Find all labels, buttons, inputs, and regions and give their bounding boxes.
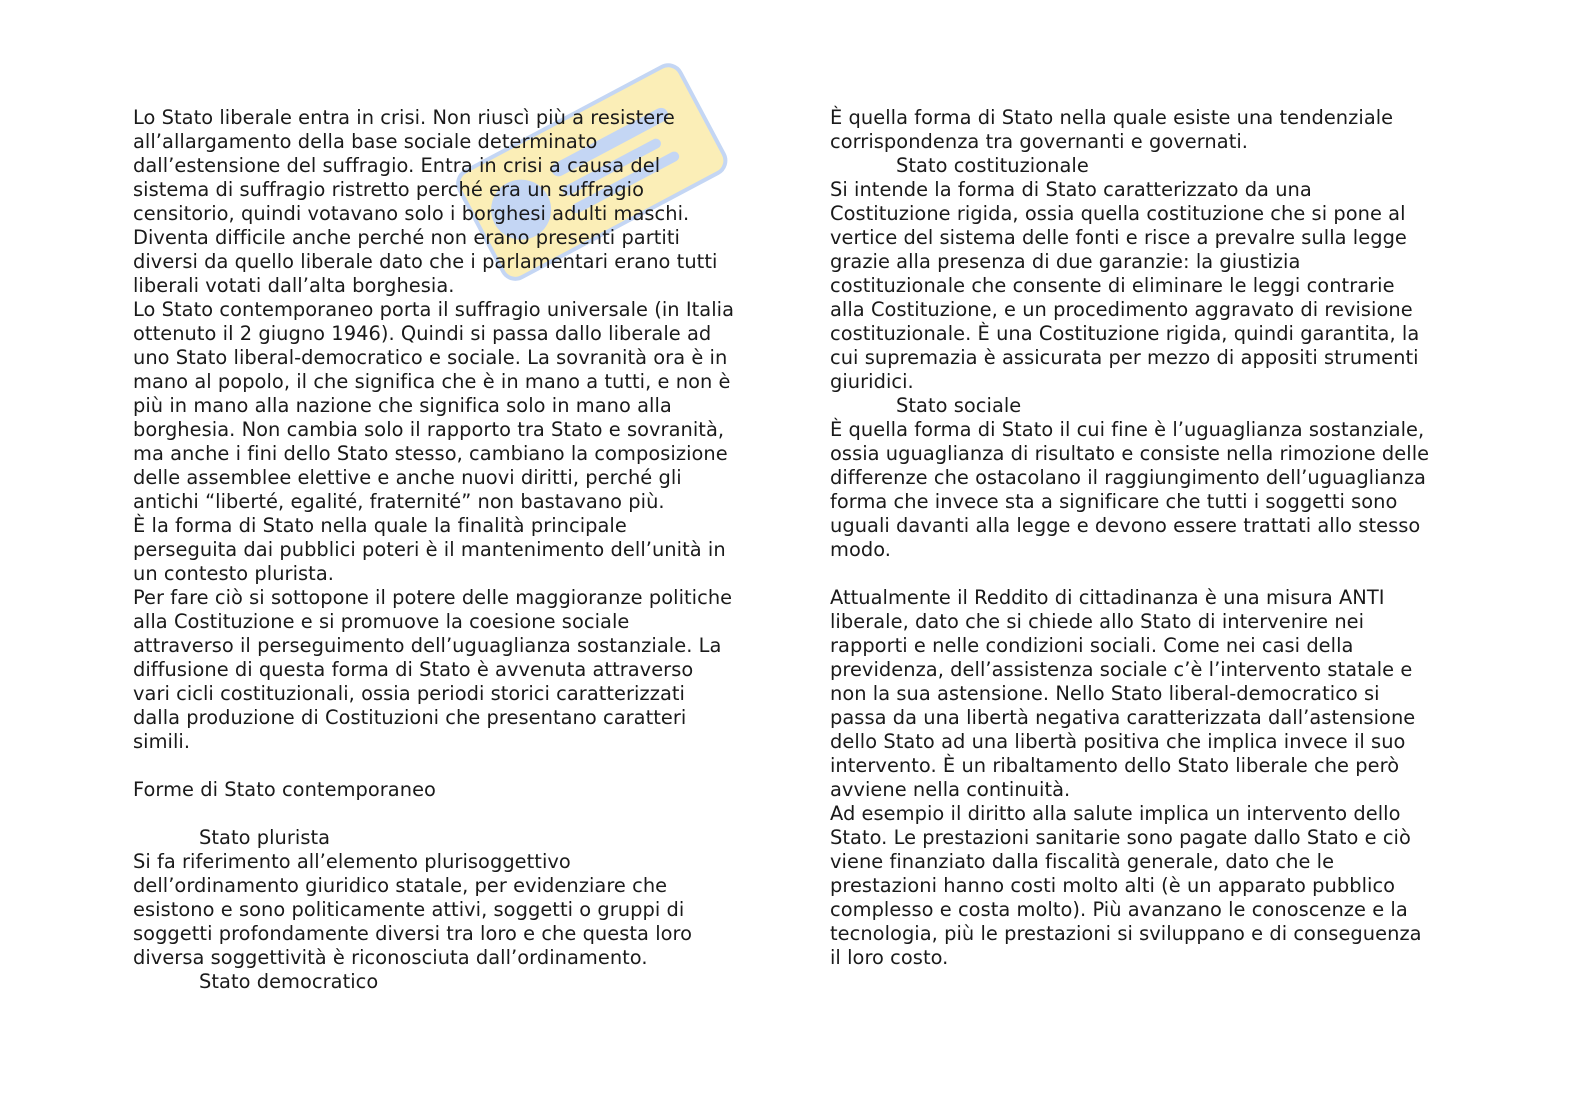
text-line: liberale, dato che si chiede allo Stato di intervenire nei <box>830 610 1365 633</box>
text-line: Costituzione rigida, ossia quella costituzione che si pone al <box>830 202 1406 225</box>
text-line: all’allargamento della base sociale determinato <box>133 130 598 153</box>
text-line: liberali votati dall’alta borghesia. <box>133 274 455 297</box>
text-line: soggetti profondamente diversi tra loro e che questa loro <box>133 922 693 945</box>
text-line: ossia uguaglianza di risultato e consiste nella rimozione delle <box>830 442 1430 465</box>
text-line: Per fare ciò si sottopone il potere delle maggioranze politiche <box>133 586 733 609</box>
text-line: complesso e costa molto). Più avanzano le conoscenze e la <box>830 898 1408 921</box>
text-line: dalla produzione di Costituzioni che presentano caratteri <box>133 706 687 729</box>
text-line: uno Stato liberal-democratico e sociale. La sovranità ora è in <box>133 346 728 369</box>
text-line: dello Stato ad una libertà positiva che implica invece il suo <box>830 730 1406 753</box>
text-line: previdenza, dell’assistenza sociale c’è l’intervento statale e <box>830 658 1413 681</box>
text-line: ottenuto il 2 giugno 1946). Quindi si passa dallo liberale ad <box>133 322 712 345</box>
text-line: non la sua astensione. Nello Stato liberal-democratico si <box>830 682 1380 705</box>
text-line: uguali davanti alla legge e devono essere trattati allo stesso <box>830 514 1421 537</box>
text-line: È quella forma di Stato il cui fine è l’uguaglianza sostanziale, <box>830 418 1425 441</box>
text-line: sistema di suffragio ristretto perché era un suffragio <box>133 178 644 201</box>
text-line: alla Costituzione e si promuove la coesione sociale <box>133 610 630 633</box>
text-line: tecnologia, più le prestazioni si sviluppano e di conseguenza <box>830 922 1422 945</box>
text-line: Lo Stato contemporaneo porta il suffragio universale (in Italia <box>133 298 735 321</box>
text-line: costituzionale. È una Costituzione rigida, quindi garantita, la <box>830 322 1420 345</box>
text-line: forma che invece sta a significare che tutti i soggetti sono <box>830 490 1398 513</box>
section-heading: Stato costituzionale <box>896 154 1089 177</box>
text-line: ma anche i fini dello Stato stesso, cambiano la composizione <box>133 442 728 465</box>
text-line: prestazioni hanno costi molto alti (è un apparato pubblico <box>830 874 1396 897</box>
blank-line <box>133 754 773 778</box>
text-line: diffusione di questa forma di Stato è avvenuta attraverso <box>133 658 694 681</box>
text-line: grazie alla presenza di due garanzie: la giustizia <box>830 250 1301 273</box>
text-line: Stato. Le prestazioni sanitarie sono pagate dallo Stato e ciò <box>830 826 1411 849</box>
text-line: Ad esempio il diritto alla salute implica un intervento dello <box>830 802 1401 825</box>
text-line: un contesto plurista. <box>133 562 334 585</box>
text-line: vari cicli costituzionali, ossia periodi storici caratterizzati <box>133 682 685 705</box>
blank-line <box>133 802 773 826</box>
text-line: perseguita dai pubblici poteri è il mantenimento dell’unità in <box>133 538 726 561</box>
left-column <box>133 106 773 994</box>
blank-line <box>830 562 1470 586</box>
text-line: È quella forma di Stato nella quale esiste una tendenziale <box>830 106 1394 129</box>
text-line: avviene nella continuità. <box>830 778 1071 801</box>
text-line: Lo Stato liberale entra in crisi. Non riuscì più a resistere <box>133 106 675 129</box>
text-line: attraverso il perseguimento dell’uguaglianza sostanziale. La <box>133 634 722 657</box>
text-line: vertice del sistema delle fonti e risce a prevalre sulla legge <box>830 226 1407 249</box>
text-line: esistono e sono politicamente attivi, soggetti o gruppi di <box>133 898 685 921</box>
text-line: Si intende la forma di Stato caratterizzato da una <box>830 178 1312 201</box>
text-line: il loro costo. <box>830 946 949 969</box>
text-line: diversa soggettività è riconosciuta dall’ordinamento. <box>133 946 648 969</box>
section-heading: Stato democratico <box>199 970 379 993</box>
text-line: differenze che ostacolano il raggiungimento dell’uguaglianza <box>830 466 1426 489</box>
text-line: Forme di Stato contemporaneo <box>133 778 436 801</box>
text-line: viene finanziato dalla fiscalità generale, dato che le <box>830 850 1335 873</box>
text-line: alla Costituzione, e un procedimento aggravato di revisione <box>830 298 1413 321</box>
text-line: Diventa difficile anche perché non erano presenti partiti <box>133 226 680 249</box>
text-line: passa da una libertà negativa caratterizzata dall’astensione <box>830 706 1416 729</box>
text-line: È la forma di Stato nella quale la finalità principale <box>133 514 627 537</box>
right-column <box>830 106 1470 970</box>
text-line: dall’estensione del suffragio. Entra in crisi a causa del <box>133 154 661 177</box>
text-line: più in mano alla nazione che significa solo in mano alla <box>133 394 672 417</box>
text-line: corrispondenza tra governanti e governati. <box>830 130 1249 153</box>
text-line: modo. <box>830 538 891 561</box>
text-line: giuridici. <box>830 370 914 393</box>
text-line: Attualmente il Reddito di cittadinanza è una misura ANTI <box>830 586 1385 609</box>
text-line: simili. <box>133 730 191 753</box>
text-line: censitorio, quindi votavano solo i borghesi adulti maschi. <box>133 202 690 225</box>
text-line: antichi “liberté, egalité, fraternité” non bastavano più. <box>133 490 665 513</box>
text-line: costituzionale che consente di eliminare le leggi contrarie <box>830 274 1395 297</box>
text-line: delle assemblee elettive e anche nuovi diritti, perché gli <box>133 466 682 489</box>
text-line: borghesia. Non cambia solo il rapporto tra Stato e sovranità, <box>133 418 725 441</box>
text-line: intervento. È un ribaltamento dello Stato liberale che però <box>830 754 1400 777</box>
text-line: mano al popolo, il che significa che è in mano a tutti, e non è <box>133 370 731 393</box>
text-line: cui supremazia è assicurata per mezzo di appositi strumenti <box>830 346 1419 369</box>
text-line: rapporti e nelle condizioni sociali. Come nei casi della <box>830 634 1354 657</box>
text-line: dell’ordinamento giuridico statale, per evidenziare che <box>133 874 668 897</box>
text-line: diversi da quello liberale dato che i parlamentari erano tutti <box>133 250 718 273</box>
text-line: Si fa riferimento all’elemento plurisoggettivo <box>133 850 571 873</box>
section-heading: Stato sociale <box>896 394 1022 417</box>
section-heading: Stato plurista <box>199 826 331 849</box>
